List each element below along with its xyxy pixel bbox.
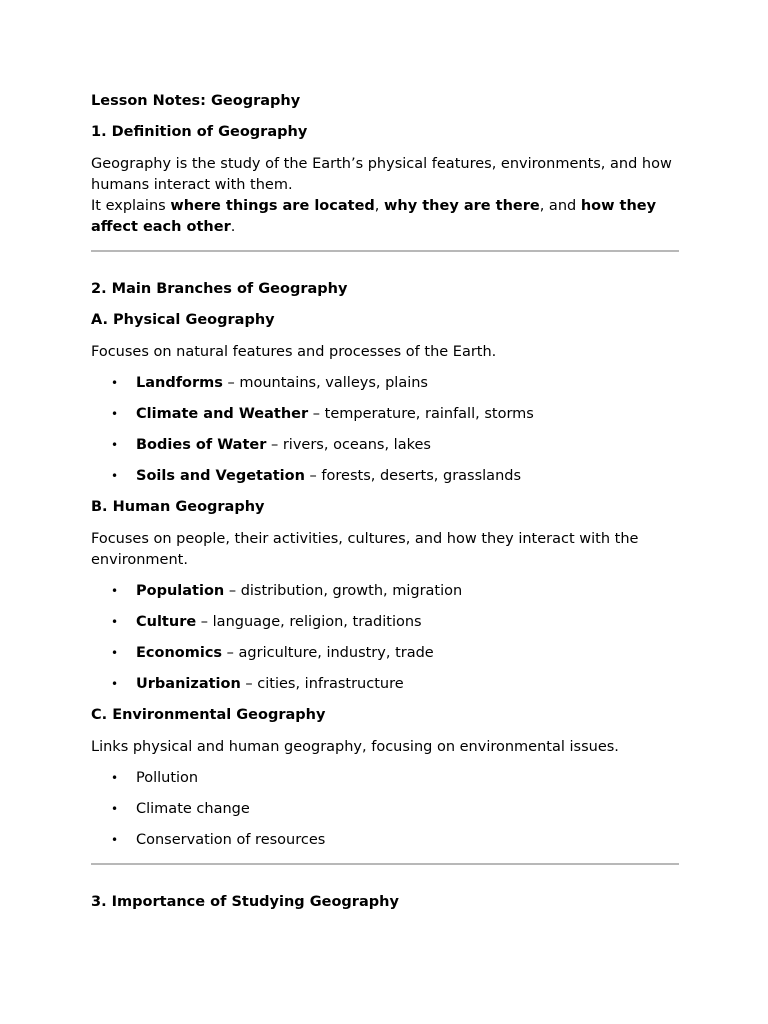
physical-geography-intro: Focuses on natural features and processes of the Earth. xyxy=(91,344,497,360)
bullet-icon: • xyxy=(111,584,119,598)
definition-line-2-prefix: It explains xyxy=(91,198,171,214)
bullet-icon: • xyxy=(111,469,119,483)
document-content xyxy=(91,91,679,913)
list-item-term: Soils and Vegetation xyxy=(136,468,305,484)
list-item xyxy=(91,373,679,394)
list-item-text: Conservation of resources xyxy=(136,832,326,848)
bullet-icon: • xyxy=(111,802,119,816)
list-item-term: Climate and Weather xyxy=(136,406,309,422)
section-1-heading: 1. Definition of Geography xyxy=(91,124,308,140)
bullet-icon: • xyxy=(111,376,119,390)
list-item-desc: – cities, infrastructure xyxy=(240,676,404,692)
human-geography-heading: B. Human Geography xyxy=(91,499,265,515)
list-item-desc: – temperature, rainfall, storms xyxy=(308,406,534,422)
list-item-desc: – rivers, oceans, lakes xyxy=(266,437,431,453)
list-item xyxy=(91,435,679,456)
section-2-heading: 2. Main Branches of Geography xyxy=(91,281,348,297)
list-item-desc: – distribution, growth, migration xyxy=(224,583,463,599)
list-item xyxy=(91,768,679,789)
list-item-term: Urbanization xyxy=(136,676,241,692)
bullet-icon: • xyxy=(111,438,119,452)
list-item xyxy=(91,612,679,633)
list-item-desc: – language, religion, traditions xyxy=(196,614,422,630)
list-item xyxy=(91,404,679,425)
environmental-geography-list xyxy=(91,768,679,851)
definition-bold-affect: how they affect each other xyxy=(91,198,657,235)
list-item xyxy=(91,643,679,664)
physical-geography-list xyxy=(91,373,679,487)
list-item-term: Economics xyxy=(136,645,223,661)
definition-bold-location: where things are located xyxy=(170,198,375,214)
section-divider-2 xyxy=(91,863,679,865)
list-item xyxy=(91,581,679,602)
bullet-icon: • xyxy=(111,407,119,421)
list-item xyxy=(91,674,679,695)
list-item-term: Culture xyxy=(136,614,197,630)
definition-sep-2: , and xyxy=(539,198,581,214)
document-title: Lesson Notes: Geography xyxy=(91,93,301,109)
list-item-desc: – mountains, valleys, plains xyxy=(222,375,428,391)
bullet-icon: • xyxy=(111,771,119,785)
list-item-term: Population xyxy=(136,583,225,599)
bullet-icon: • xyxy=(111,646,119,660)
section-divider-1 xyxy=(91,250,679,252)
human-geography-intro: Focuses on people, their activities, cultures, and how they interact with the environment. xyxy=(91,531,639,568)
definition-sep-1: , xyxy=(374,198,385,214)
bullet-icon: • xyxy=(111,677,119,691)
definition-bold-why: why they are there xyxy=(384,198,540,214)
physical-geography-heading: A. Physical Geography xyxy=(91,312,275,328)
list-item-text: Pollution xyxy=(136,770,199,786)
list-item-desc: – forests, deserts, grasslands xyxy=(304,468,522,484)
environmental-geography-heading: C. Environmental Geography xyxy=(91,707,326,723)
list-item xyxy=(91,830,679,851)
section-3-heading: 3. Importance of Studying Geography xyxy=(91,894,399,910)
definition-suffix: . xyxy=(230,219,236,235)
list-item-desc: – agriculture, industry, trade xyxy=(222,645,434,661)
list-item xyxy=(91,466,679,487)
list-item-term: Landforms xyxy=(136,375,223,391)
list-item xyxy=(91,799,679,820)
definition-paragraph xyxy=(91,154,679,238)
environmental-geography-intro: Links physical and human geography, focusing on environmental issues. xyxy=(91,739,619,755)
list-item-term: Bodies of Water xyxy=(136,437,267,453)
bullet-icon: • xyxy=(111,615,119,629)
human-geography-list xyxy=(91,581,679,695)
list-item-text: Climate change xyxy=(136,801,250,817)
bullet-icon: • xyxy=(111,833,119,847)
definition-line-1: Geography is the study of the Earth’s physical features, environments, and how humans interact with them. xyxy=(91,156,672,193)
